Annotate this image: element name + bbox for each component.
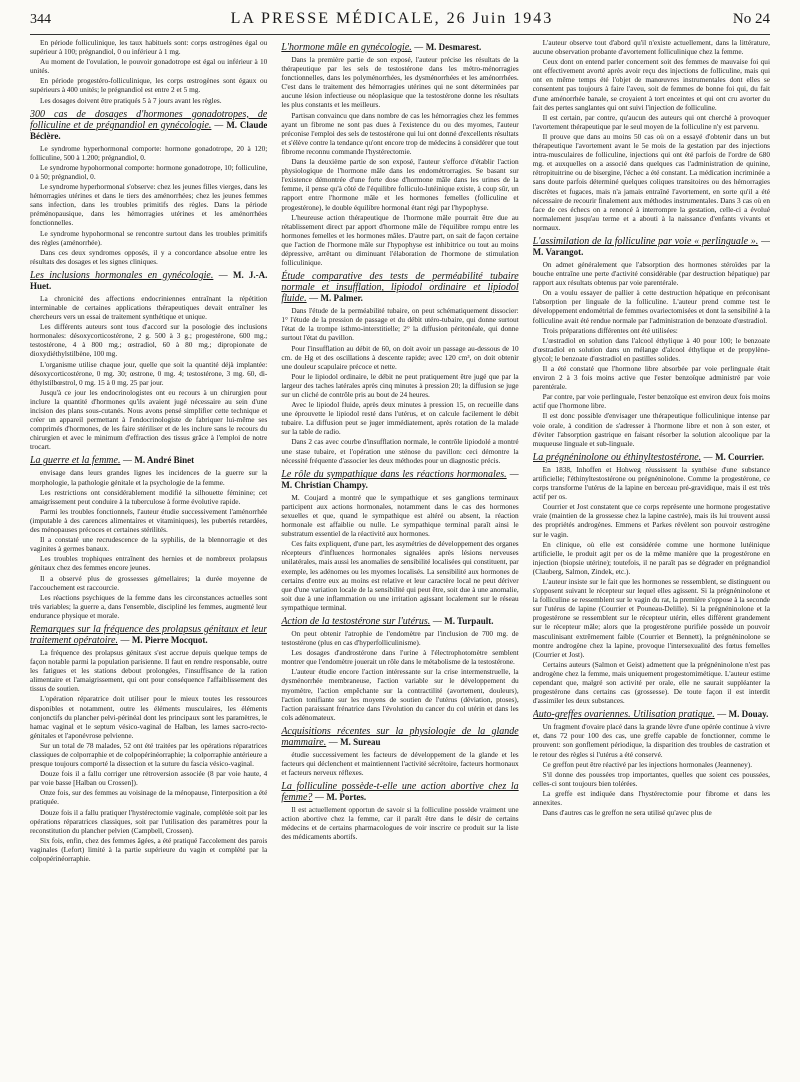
paragraph: L'organisme utilise chaque jour, quelle que soit la quantité déjà implantée: désoxycorticostérone, 0 mg. 30; œstrone, 0 mg. 4; testostérone, 3 mg. 60, di-éthylstilbœstrol, 0 mg. 15 à 0 mg. 25 par jour.: [30, 359, 268, 387]
paragraph: Courrier et Jost constatent que ce corps représente une hormone progestative vraie (maintien de la grossesse chez la lapine castrée), mais ils lui trouvent aussi des propriétés androgènes. Emmens et Parkes révèlent son pouvoir œstrogène sur le vagin.: [532, 502, 770, 539]
paragraph: L'opération réparatrice doit utiliser pour le mieux toutes les ressources disponibles et notamment, outre les éléments musculaires, les éléments conjonctifs du plancher pelvi-périnéal dont les principaux sont les paramètres, le hamac vaginal et le septum vésico-vaginal de Halban, les lames sacro-recto-génitales et l'aponévrose pelvienne.: [30, 694, 268, 740]
section-author: M. Claude Béclère.: [30, 119, 268, 141]
section-author: M. André Binet: [134, 455, 195, 466]
paragraph: Onze fois, sur des femmes au voisinage de la ménopause, l'interposition a été pratiquée.: [30, 788, 268, 807]
paragraph: Il est certain, par contre, qu'aucun des auteurs qui ont cherché à provoquer l'avortement thérapeutique par le seul moyen de la folliculine n'y est parvenu.: [532, 112, 770, 131]
section-heading: Le rôle du sympathique dans les réactions hormonales. — M. Christian Champy.: [281, 468, 519, 490]
section-title: 300 cas de dosages d'hormones gonadotropes, de folliculine et de prégnandiol en gynécologie.: [30, 108, 268, 131]
section-author: M. Sureau: [340, 736, 381, 747]
paragraph: Au moment de l'ovulation, le pouvoir gonadotrope est égal ou inférieur à 10 unités.: [30, 57, 268, 76]
section-title: Auto-greffes ovariennes. Utilisation pratique.: [532, 709, 715, 721]
section-title: L'assimilation de la folliculine par voie « perlinguale ».: [532, 235, 759, 247]
paragraph: Par contre, par voie perlinguale, l'ester benzoïque est environ deux fois moins actif que l'hormone libre.: [532, 392, 770, 411]
paragraph: Il a constaté une recrudescence de la syphilis, de la blennorragie et des vaginites à germes banaux.: [30, 535, 268, 554]
paragraph: Les réactions psychiques de la femme dans les circonstances actuelles sont très variables; la guerre a, dans l'ensemble, discipliné les femmes, augmenté leur endurance physique et morale.: [30, 592, 268, 620]
paragraph: Le syndrome hypohormonal comporte: hormone gonadotrope, 10; folliculine, 0 à 50; prégnandiol, 0.: [30, 162, 268, 181]
section-author: M. Turpault.: [444, 615, 494, 626]
paragraph: Il a été constaté que l'hormone libre absorbée par voie perlinguale était environ 2 à 3 fois moins active que l'ester benzoïque administré par voie parentérale.: [532, 364, 770, 392]
section-title: L'hormone mâle en gynécologie.: [281, 42, 412, 53]
paragraph: Il est actuellement opportun de savoir si la folliculine possède vraiment une action abortive chez la femme, car il paraît être dans le désir de certains médecins et de certains pharmacologues de voir inscrire ce produit sur la liste des médicaments abortifs.: [281, 805, 519, 842]
section-heading: Acquisitions récentes sur la physiologie de la glande mammaire. — M. Sureau: [281, 725, 519, 748]
paragraph: étudie successivement les facteurs de développement de la glande et les facteurs qui déclenchent et maintiennent l'activité sécrétoire, facteurs hormonaux et facteurs nerveux réflexes.: [281, 749, 519, 778]
section-heading: La guerre et la femme. — M. André Binet: [30, 455, 195, 467]
paragraph: L'œstradiol en solution dans l'alcool éthylique à 40 pour 100; le benzoate d'œstradiol en solution dans un mélange d'alcool éthylique et de propylène-glycol; le benzoate d'œstradiol en pastilles solides.: [532, 335, 770, 363]
section-heading: 300 cas de dosages d'hormones gonadotropes, de folliculine et de prégnandiol en gynécologie. — M. Claude Béclère.: [30, 108, 268, 141]
paragraph: L'heureuse action thérapeutique de l'hormone mâle pourrait être due au rétablissement direct par apport d'hormone mâle de l'équilibre rompu entre les hormones femelles et les hormones mâles. D'autre part, on sait de façon certaine que l'action de l'hormone mâle sur l'hypophyse est inhibitrice ou tout au moins dépressive, arrêtant ou diminuant l'élaboration de l'hormone de stimulation folliculinique.: [281, 212, 519, 268]
paragraph: Un fragment d'ovaire placé dans la grande lèvre d'une opérée continue à vivre et, dans 72 pour 100 des cas, une greffe capable de fonctionner, comme le prouvent: son gonflement périodique, la disparition des troubles de castration et le retour des règles si l'utérus a été conservé.: [532, 722, 770, 759]
section-author: M. Portes.: [326, 792, 367, 803]
paragraph: Les troubles trophiques entraînent des hernies et de nombreux prolapsus génitaux chez des femmes encore jeunes.: [30, 554, 268, 573]
paragraph: Il est donc possible d'envisager une thérapeutique folliculinique intense par voie orale, à condition de s'adresser à l'hormone libre et non à son ester, et d'éviter l'absorption gastrique en faisant résorber la solution alcoolique par la muqueuse linguale et sub-linguale.: [532, 411, 770, 448]
paragraph: La greffe est indiquée dans l'hystérectomie pour fibrome et dans les annexites.: [532, 788, 770, 808]
paragraph: Dans la deuxième partie de son exposé, l'auteur s'efforce d'établir l'action physiologique de l'hormone mâle dans les endométrorragies. Se basant sur l'existence démontrée d'une forte dose d'hormone mâle dans les urines de la femme, il pense qu'à côté de l'équilibre folliculo-lutéinique existe, à coup sûr, un rapport entre l'hormone mâle et les hormones femelles (folliculine et progestérone), le double équilibre hormonal étant régi par l'hypophyse.: [281, 157, 519, 212]
section-heading: Les inclusions hormonales en gynécologie. — M. J.-A. Huet.: [30, 269, 268, 291]
article-columns: [30, 38, 770, 1074]
paragraph: Six fois, enfin, chez des femmes âgées, a été pratiqué l'accolement des parois vaginales (Lefort) limité à la partie supérieure du vagin et complété par la colpopérinéorraphie.: [30, 835, 268, 864]
paragraph: Le syndrome hyperhormonal comporte: hormone gonadotrope, 20 à 120; folliculine, 500 à 1.200; prégnandiol, 0.: [30, 143, 268, 162]
paragraph: On a voulu essayer de pallier à cette destruction hépatique en préconisant l'absorption per linguale de la folliculine. L'auteur prend comme test le développement endométrial de femmes ovariectomisées et dont la sensibilité à la folliculine avait été rendue normale par l'administration de benzoate d'œstradiol.: [532, 288, 770, 325]
paragraph: La fréquence des prolapsus génitaux s'est accrue depuis quelque temps de façon notable parmi la population parisienne. Il faut en rendre responsable, outre les fatigues et les stations debout prolongées, l'insuffisance de la ration alimentaire et l'amaigrissement, qui ont pour conséquence l'affaiblissement des tissus de soutien.: [30, 647, 268, 694]
paragraph: Dans la première partie de son exposé, l'auteur précise les résultats de la thérapeutique par les sels de testostérone dans les métro-ménorragies fonctionnelles, dans les polyménorrhées, les dysménorrhées et les aménorrhées. C'est dans le traitement des hémorragies utérines qui ne sont déterminées par aucune lésion infectieuse ou néoplasique que la testostérone donne les résultats les plus constants et les meilleurs.: [281, 55, 519, 110]
paragraph: Parmi les troubles fonctionnels, l'auteur étudie successivement l'aménorrhée (imputable à des carences alimentaires et vitaminiques), les pubertés retardées, des ménopauses précoces et certaines stérilités.: [30, 506, 268, 535]
paragraph: Douze fois il a fallu pratiquer l'hystérectomie vaginale, complétée soit par les opérations réparatrices classiques, soit par l'utilisation des paramètres pour la reconstitution du plancher pelvien (Campbell, Crossen).: [30, 807, 268, 835]
paragraph: Le syndrome hypohormonal se rencontre surtout dans les troubles primitifs des règles (aménorrhée).: [30, 228, 268, 247]
paragraph: L'auteur étudie encore l'action intéressante sur la crise intermenstruelle, la dysménorrhée membraneuse, l'action variable sur le développement du myomètre, l'action empêchante sur la contractilité (avortement, douleurs), l'action tonifiante sur les moyens de soutien de l'utérus (déviation, ptoses), l'action paraissant frénatrice dans l'évolution du cancer du col utérin et dans les cols adénomateux.: [281, 667, 519, 722]
paragraph: En période progestéro-folliculinique, les corps œstrogènes sont égaux ou supérieurs à 400 unités; le prégnandiol est entre 2 et 5 mg.: [30, 76, 268, 95]
page-number: 344: [30, 12, 51, 27]
journal-title: LA PRESSE MÉDICALE, 26 Juin 1943: [230, 10, 554, 27]
section-title: La prégnéninolone ou éthinyltestostérone.: [532, 451, 702, 463]
paragraph: Certains auteurs (Salmon et Geist) admettent que la prégnéninolone n'est pas androgène chez la femme, mais uniquement progestomimétique. L'auteur estime cependant que, malgré son activité per orale, elle ne saurait suppléanter la progestérone dans certains cas (grossesse). De toute façon il est interdit d'assimiler les deux substances.: [532, 659, 770, 706]
section-author: M. Christian Champy.: [281, 479, 368, 490]
section-author: M. Palmer.: [320, 293, 363, 304]
section-title: Remarques sur la fréquence des prolapsus génitaux et leur traitement opératoire.: [30, 623, 268, 646]
section-author: M. Douay.: [728, 709, 769, 720]
section-title: Le rôle du sympathique dans les réactions hormonales.: [281, 468, 507, 480]
paragraph: Les dosages d'androstérone dans l'urine à l'électrophotomètre semblent montrer que l'endomètre jouerait un rôle dans le métabolisme de la testostérone.: [281, 648, 519, 667]
section-heading: Action de la testostérone sur l'utérus. — M. Turpault.: [281, 615, 494, 627]
paragraph: Jusqu'à ce jour les endocrinologistes ont eu recours à un chirurgien pour inclure la quantité d'hormones qu'ils avaient jugé nécessaire au sein d'une incision des plans sous-cutanés. Nous avons pensé simplifier cette technique et créer un appareil permettant à l'endocrinologiste de fabriquer lui-même ses comprimés d'hormones, de les faire stériliser et de les inclure sans le recours du chirurgien et avec le minimum d'effraction des tissus grâce à l'emploi de notre trocart.: [30, 387, 268, 452]
section-title: La folliculine possède-t-elle une action abortive chez la femme?: [281, 781, 519, 804]
paragraph: envisage dans leurs grandes lignes les incidences de la guerre sur la morphologie, la pathologie génitale et la psychologie de la femme.: [30, 468, 268, 487]
section-author: M. Desmarest.: [425, 42, 482, 52]
paragraph: Ce greffon peut être réactivé par les injections hormonales (Jeanneney).: [542, 759, 753, 769]
paragraph: L'auteur observe tout d'abord qu'il n'existe actuellement, dans la littérature, aucune observation probante d'avortement folliculinique chez la femme.: [532, 38, 770, 57]
column-3: [533, 38, 770, 1074]
paragraph: Partisan convaincu que dans nombre de cas les hémorragies chez les femmes ayant un fibrome ne sont pas dues à l'existence du ou des myomes, l'auteur préconise l'emploi des sels de testostérone qui lui ont donné d'excellents résultats et s'élève contre la tendance qu'ont encore trop de médecins à considérer que tout fibrome reconnu commande l'hystérectomie.: [281, 110, 519, 156]
section-title: Les inclusions hormonales en gynécologie.: [30, 269, 214, 281]
paragraph: Les différents auteurs sont tous d'accord sur la posologie des inclusions hormonales: désoxycorticostérone, 2 g. 500 à 3 g.; progestérone, 600 mg.; testostérone, 4 à 800 mg.; œstradiol, 60 à 80 mg.; dipropionate de dioxydiéthylstilbène, 100 mg.: [30, 322, 268, 359]
section-heading: L'hormone mâle en gynécologie. — M. Desmarest.: [281, 42, 482, 53]
section-author: M. Pierre Mocquot.: [131, 634, 208, 645]
paragraph: Douze fois il a fallu corriger une rétroversion associée (8 par voie haute, 4 par voie basse [Halban ou Crossen]).: [30, 769, 268, 788]
section-author: M. J.-A. Huet.: [30, 269, 268, 291]
section-heading: L'assimilation de la folliculine par voie « perlinguale ». — M. Varangot.: [532, 235, 770, 257]
paragraph: Dans ces deux syndromes opposés, il y a concordance absolue entre les résultats des dosages et les signes cliniques.: [30, 247, 268, 266]
paragraph: Pour l'insufflation au débit de 60, on doit avoir un passage au-dessous de 10 cm. de Hg et des oscillations à descente rapide; avec 120 cm³, on doit obtenir une douleur scapulaire précoce et nette.: [281, 343, 519, 371]
paragraph: Il a observé plus de grossesses gémellaires; la durée moyenne de l'accouchement est raccourcie.: [30, 573, 268, 592]
section-heading: Étude comparative des tests de perméabilité tubaire normale et insufflation, lipiodol ordinaire et lipiodol fluide. — M. Palmer.: [281, 271, 519, 305]
paragraph: En période folliculinique, les taux habituels sont: corps œstrogènes égal ou supérieur à 100; prégnandiol, 0 ou inférieur à 1 mg.: [30, 38, 268, 57]
section-author: M. Courrier.: [715, 451, 764, 462]
paragraph: L'auteur insiste sur le fait que les hormones se ressemblent, se distinguent ou s'opposent suivant le récepteur sur lequel elles agissent. Si la prégnéninolone et la folliculine se ressemblent sur le vagin du rat, la première s'oppose à la seconde sur l'utérus de lapine (Courrier et Pouneau-Delille). Si la prégnéninolone et la progestérone se ressemblent sur le récepteur utérin, elles diffèrent grandement sur le récepteur mâle; alors que la progestérone purifiée possède un pouvoir masculinisant extrêmement faible (Courrier et Bennett), la prégnéninolone se montre androgène chez la lapine, provoque l'intersexualité des fœtus femelles (Courrier et Jost).: [532, 576, 770, 659]
paragraph: Les restrictions ont considérablement modifié la silhouette féminine; cet amaigrissement peut conduire à la tuberculose à forme évolutive rapide.: [30, 487, 268, 506]
paragraph: Il prouve que dans au moins 50 cas où on a essayé d'obtenir dans un but thérapeutique l'avortement avant le 5e mois de la gestation par des injections intra-musculaires de folliculine, injections qui ont été parfois de l'ordre de 680 mg. et auxquelles on a associé dans quelques cas l'administration de quinine, rétropituitrine ou de bisergine, l'échec a été constant. La médication incriminée a sans doute parfois déterminé quelques coliques transitoires ou des hémorragies discrètes et fugaces, mais n'a jamais entraîné l'avortement, en sorte qu'il a été nécessaire de recourir finalement aux méthodes instrumentales. Dans 3 cas où en face de ces échecs on a renoncé à interrompre la gestation, celle-ci a évolué normalement jusqu'au terme et a abouti à la naissance d'enfants vivants et normaux.: [532, 131, 770, 232]
paragraph: Avec le lipiodol fluide, après deux minutes à pression 15, on recueille dans une éprouvette le lipiodol resté dans l'utérus, et on calcule facilement le débit tubaire. La diffusion peut se juger immédiatement, après rotation de la malade sur la table de radio.: [281, 400, 519, 437]
section-title: Action de la testostérone sur l'utérus.: [281, 615, 431, 627]
paragraph: On peut obtenir l'atrophie de l'endomètre par l'inclusion de 700 mg. de testostérone (plus en cas d'hyperfolliculinisme).: [281, 628, 519, 648]
paragraph: Dans l'étude de la perméabilité tubaire, on peut schématiquement dissocier: 1° l'étude de la pression de passage et du débit utéro-tubaire, qui donne surtout l'état de la trompe isthmo-interstitielle; 2° la diffusion péritonéale, qui donne surtout l'état du pavillon.: [281, 306, 519, 343]
paragraph: Les dosages doivent être pratiqués 5 à 7 jours avant les règles.: [40, 95, 222, 105]
paragraph: S'il donne des poussées trop importantes, quelles que soient ces poussées, celles-ci sont toujours bien tolérées.: [532, 769, 770, 788]
paragraph: Ceux dont on entend parler concernent soit des femmes de mauvaise foi qui ont effectivement avorté après avoir reçu des injections de folliculine, mais qui ont en même temps été l'objet de manœuvres instrumentales dont elles se consentent pas toujours à faire l'aveu, soit de femmes de bonne foi qui, du fait d'une aménorrhée banale, se croyaient à tort enceintes et qui ont cru avorter du fait des pertes sanglantes qui ont suivi l'injection de folliculine.: [532, 57, 770, 112]
column-1: [30, 38, 267, 1074]
paragraph: Le syndrome hyperhormonal s'observe: chez les jeunes filles vierges, dans les hémorragies utérines et dans le tiers des aménorrhées; chez les jeunes femmes sans infection, dans les troubles primitifs des règles. Dans la période préménopausique, dans les hémorragies utérines et les aménorrhées fonctionnelles.: [30, 182, 268, 228]
paragraph: En clinique, où elle est considérée comme une hormone lutéinique artificielle, le produit agit per os de la même manière que la progestérone en injection (biopsie utérine); toutefois, il ne paraît pas se dégrader en prégnandiol (Clauberg, Salmon, Zindek, etc.).: [532, 539, 770, 576]
section-heading: La folliculine possède-t-elle une action abortive chez la femme? — M. Portes.: [281, 781, 519, 804]
section-author: M. Varangot.: [532, 246, 584, 257]
paragraph: Dans 2 cas avec courbe d'insufflation normale, le contrôle lipiodolé a montré une stase tubaire, et l'opération une sténose du pavillon: ceci démontre la nécessité fréquente d'associer les deux méthodes pour un diagnostic précis.: [281, 437, 519, 465]
paragraph: Pour le lipiodol ordinaire, le débit ne peut pratiquement être jugé que par la largeur des taches latérales après cinq minutes à pression 20; la diffusion se juge sur un cliché de contrôle pris au bout de 24 heures.: [281, 371, 519, 399]
section-heading: Remarques sur la fréquence des prolapsus génitaux et leur traitement opératoire. — M. Pierre Mocquot.: [30, 623, 268, 646]
section-title: La guerre et la femme.: [30, 455, 121, 467]
paragraph: En 1838, Inhoffen et Hohweg réussissent la synthèse d'une substance artificielle; l'éthinyltestostérone ou prégnéninolone. Comme la progestérone, ce corps transforme l'utérus de la lapine en berceau pré-gravidique, mais il est très actif per os.: [532, 464, 770, 502]
paragraph: Dans d'autres cas le greffon ne sera utilisé qu'avec plus de: [542, 808, 712, 818]
header-rule: [30, 34, 770, 35]
column-2: [281, 38, 518, 1074]
paragraph: M. Coujard a montré que le sympathique et ses ganglions terminaux participent aux actions hormonales, notamment dans le cas des hormones sexuelles et que, quand le sympathique est altéré ou absent, la réaction hormonale est affaiblie ou nulle. Le sympathique terminal paraît ainsi le substratum essentiel de la réactivité aux hormones.: [281, 492, 519, 539]
issue-number: No 24: [732, 11, 770, 27]
paragraph: Sur un total de 78 malades, 52 ont été traitées par les opérations réparatrices classiques de colporraphie et de colpopérinéorraphie; la colporraphie antérieure a presque toujours comporté la dissection et la suture du fascia vésico-vaginal.: [30, 740, 268, 769]
paragraph: Ces faits expliquent, d'une part, les asymétries de développement des organes récepteurs d'influences hormonales signalées après lésions nerveuses unilatérales, mais aussi les anomalies de sensibilité localisées qui constituent, par exemple, les adénomes ou les myomes localisés. La sensibilité aux hormones de certains d'entre eux au moins est relative et leur caractère local ne peut dériver que d'une variation locale de la sensibilité qui peut être, soit due à une anomalie, soit due à une inflammation ou une irritation agissant localement sur le réseau sympathique terminal.: [281, 539, 519, 612]
section-title: Acquisitions récentes sur la physiologie de la glande mammaire.: [281, 725, 519, 748]
page-header: [30, 10, 770, 34]
paragraph: La chronicité des affections endocriniennes entraînant la répétition interminable de certaines applications thérapeutiques devait entraîner les chercheurs vers un essai de traitement synthétique et unique.: [30, 293, 268, 322]
paragraph: Trois préparations différentes ont été utilisées:: [542, 325, 678, 335]
paragraph: On admet généralement que l'absorption des hormones stéroïdes par la bouche entraîne une perte d'activité considérable (par destruction hépatique) par rapport aux résultats obtenus par voie parentérale.: [532, 259, 770, 288]
section-heading: La prégnéninolone ou éthinyltestostérone. — M. Courrier.: [532, 451, 764, 463]
section-heading: Auto-greffes ovariennes. Utilisation pratique. — M. Douay.: [532, 709, 769, 721]
section-title: Étude comparative des tests de perméabilité tubaire normale et insufflation, lipiodol ordinaire et lipiodol fluide.: [281, 271, 519, 305]
